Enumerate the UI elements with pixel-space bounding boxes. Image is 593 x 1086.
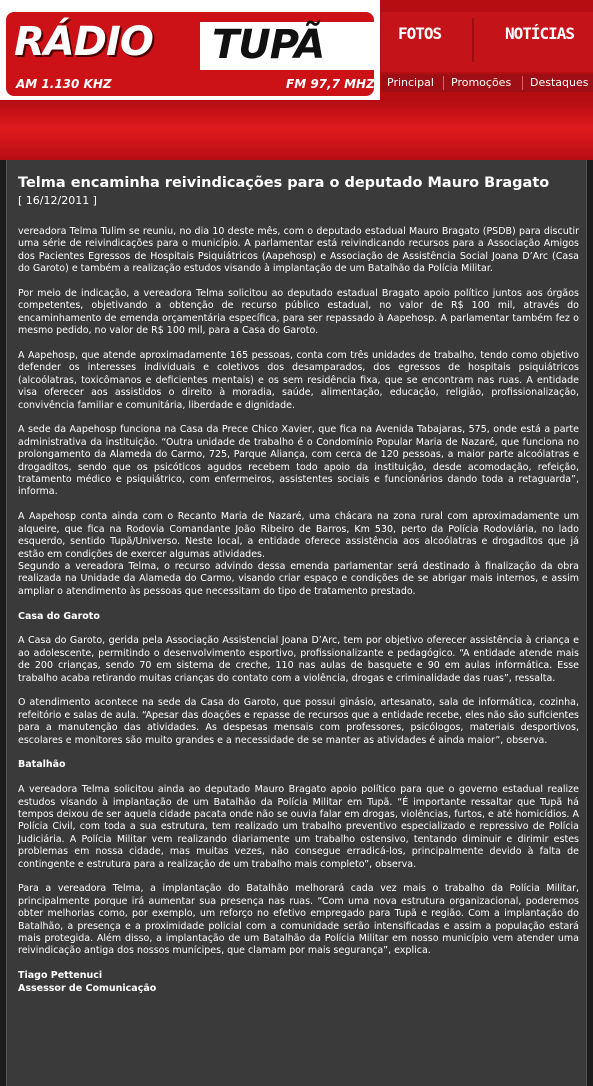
article-paragraph: Por meio de indicação, a vereadora Telma solicitou ao deputado estadual Bragato apoio político juntos aos órgãos competentes, objetivando a obtenção de recurso público estadual, no valor de R$ 100 mil, através do encaminhamento de emenda orçamentária específica, para ser repassado à Aapehosp. A parlamentar também fez o mesmo pedido, no valor de R$ 100 mil, para a Casa do Garoto. [18, 288, 579, 337]
nav-noticias-link[interactable]: NOTÍCIAS [505, 24, 575, 43]
logo-area[interactable] [0, 0, 380, 100]
nav-divider [472, 18, 474, 62]
subheading-batalhao: Batalhão [18, 759, 66, 771]
sub-nav-separator [443, 76, 444, 90]
article-paragraph: Segundo a vereadora Telma, o recurso advindo dessa emenda parlamentar será destinado à finalização da obra realizada na Unidade da Alameda do Carmo, visando criar espaço e condições de se abrigar mais internos, e assim ampliar o atendimento às pessoas que necessitam do tipo de tratamento prestado. [18, 560, 579, 597]
article-body [18, 226, 579, 995]
article-paragraph: A Aapehosp conta ainda com o Recanto Maria de Nazaré, uma chácara na zona rural com aproximadamente um alqueire, que fica na Rodovia Comandante João Ribeiro de Barros, Km 530, perto da Polícia Rodoviária, no lado esquerdo, sentido Tupã/Universo. Neste local, a entidade oferece assistência aos alcoólatras e drogaditos que já estão em condições de exercer algumas atividades. [18, 511, 579, 560]
sub-nav-promocoes[interactable]: Promoções [451, 76, 512, 89]
article-paragraph: A sede da Aapehosp funciona na Casa da Prece Chico Xavier, que fica na Avenida Tabajaras, 575, onde está a parte administrativa da instituição. “Outra unidade de trabalho é o Condomínio Popular Maria de Nazaré, que funciona no prolongamento da Alameda do Carmo, 725, Parque Aliança, com cerca de 120 pessoas, a maior parte alcoólatras e drogaditos, sendo que os psicóticos agudos recebem todo apoio da instituição, desde acomodação, refeição, tratamento médico e psiquiátrico, com enfermeiros, assistentes sociais e funcionários dando toda a retaguarda”, informa. [18, 424, 579, 498]
signature-role: Assessor de Comunicação [18, 982, 157, 994]
article-paragraph: Para a vereadora Telma, a implantação do Batalhão melhorará cada vez mais o trabalho da Polícia Militar, principalmente porque irá aumentar sua presença nas ruas. “Com uma nova estrutura organizacional, poderemos obter melhorias como, por exemplo, um reforço no efetivo empregado para Tupã e região. Com a implantação do Batalhão, a presença e a proximidade policial com a comunidade serão intensificadas e assim a população estará mais protegida. Além disso, a implantação de um Batalhão da Polícia Militar em nosso município vem atender uma reivindicação antiga dos nossos munícipes, que clamam por mais segurança”, explica. [18, 883, 579, 957]
sub-nav-separator [522, 76, 523, 90]
nav-fotos-link[interactable]: FOTOS [398, 24, 442, 43]
logo-tupa-text: TUPÃ [212, 22, 325, 68]
logo-radio-text: RÁDIO [14, 19, 153, 65]
article-date: [ 16/12/2011 ] [18, 194, 97, 207]
site-header [0, 0, 593, 100]
article-paragraph: A vereadora Telma solicitou ainda ao deputado Mauro Bragato apoio político para que o governo estadual realize estudos visando à implantação de um Batalhão da Polícia Militar em Tupã. “É importante ressaltar que Tupã há tempos deixou de ser aquela cidade pacata onde não se ouvia falar em drogas, violências, furtos, e até homicídios. A Polícia Civil, com toda a sua estrutura, tem realizado um trabalho preventivo especializado e repressivo de Polícia Judiciária. A Polícia Militar vem realizando diariamente um trabalho ostensivo, tentando diminuir e dirimir estes problemas em nossa cidade, mas muitas vezes, não consegue erradicá-los, principalmente devido à falta de contingente e estrutura para a realização de um trabalho mais completo”, observa. [18, 784, 579, 870]
sub-nav-principal[interactable]: Principal [387, 76, 434, 89]
article-title: Telma encaminha reivindicações para o deputado Mauro Bragato [18, 175, 550, 191]
article-paragraph: vereadora Telma Tulim se reuniu, no dia 10 deste mês, com o deputado estadual Mauro Bragato (PSDB) para discutir uma série de reivindicações para o município. A parlamentar está reivindicando recursos para a Associação Amigos dos Pacientes Egressos de Hospitais Psiquiátricos (Aapehosp) e Associação de Assistência Social Joana D’Arc (Casa do Garoto) e também a realização estudos visando à implantação de um Batalhão da Polícia Militar. [18, 226, 579, 275]
article-paragraph: O atendimento acontece na sede da Casa do Garoto, que possui ginásio, artesanato, sala de informática, cozinha, refeitório e salas de aula. “Apesar das doações e repasse de recursos que a entidade recebe, eles não são suficientes para a manutenção das atividades. As despesas mensais com professores, psicólogos, materiais desportivos, escolares e monitores são muito grandes e a necessidade de se manter as atividades é ainda maior”, observa. [18, 697, 579, 746]
sub-nav-destaques[interactable]: Destaques [530, 76, 589, 89]
article-paragraph: A Aapehosp, que atende aproximadamente 165 pessoas, conta com três unidades de trabalho, tendo como objetivo defender os interesses individuais e coletivos dos desamparados, dos egressos de hospitais psiquiátricos (alcoólatras, toxicômanos e deficientes mentais) e os sem residência fixa, que se encontram nas ruas. A entidade visa oferecer aos assistidos o direito à moradia, saúde, alimentação, educação, religião, profissionalização, convivência familiar e comunitária, liberdade e dignidade. [18, 350, 579, 411]
article-paragraph: A Casa do Garoto, gerida pela Associação Assistencial Joana D’Arc, tem por objetivo oferecer assistência à criança e ao adolescente, permitindo o desenvolvimento esportivo, profissionalizante e pedagógico. “A entidade atende mais de 200 crianças, sendo 70 em sistema de creche, 110 nas aulas de basquete e 90 em aulas informática. Esse trabalho acaba retirando muitas crianças do contato com a violência, drogas e criminalidade das ruas”, ressalta. [18, 635, 579, 684]
header-band [0, 100, 593, 160]
signature-name: Tiago Pettenuci [18, 970, 103, 982]
fm-frequency: FM 97,7 MHZ [286, 77, 375, 91]
subheading-casa-do-garoto: Casa do Garoto [18, 610, 100, 622]
am-frequency: AM 1.130 KHZ [16, 77, 112, 91]
